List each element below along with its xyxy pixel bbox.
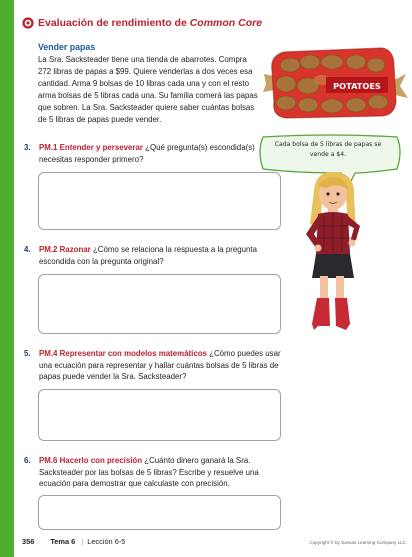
- target-icon: [22, 17, 34, 29]
- question-number: 4.: [24, 245, 31, 254]
- copyright-notice: Copyright © by Savvas Learning Company LLC: [309, 540, 406, 545]
- lesson-label: Lección 6-5: [87, 537, 126, 546]
- page-footer: [22, 537, 125, 546]
- question-number: 3.: [24, 143, 31, 152]
- footer-separator: |: [81, 537, 84, 546]
- bag-label: POTATOES: [333, 81, 381, 91]
- left-accent-bar: [0, 0, 14, 557]
- practice-tag: PM.6 Hacerlo con precisión: [39, 456, 143, 465]
- potato-bag-image: [260, 40, 410, 125]
- question-number: 5.: [24, 349, 31, 358]
- practice-tag: PM.4 Representar con modelos matemáticos: [39, 349, 207, 358]
- page-number: 356: [22, 537, 35, 546]
- question-prompt: PM.4 Representar con modelos matemáticos ¿Cómo puedes usar una ecuación para representar y hallar cuántas bolsas de 5 libras de papas puede vender la Sra. Sacksteader?: [39, 349, 281, 382]
- answer-box-4[interactable]: [38, 274, 281, 334]
- topic-label: Tema 6: [50, 537, 76, 546]
- character-illustration: [292, 168, 372, 333]
- answer-box-5[interactable]: [38, 389, 281, 441]
- answer-box-3[interactable]: [38, 172, 281, 230]
- practice-tag: PM.1 Entender y perseverar: [39, 143, 143, 152]
- problem-heading: Vender papas: [38, 42, 96, 52]
- question-number: 6.: [24, 456, 31, 465]
- practice-tag: PM.2 Razonar: [39, 245, 91, 254]
- section-title: [22, 17, 262, 29]
- problem-text: La Sra. Sacksteader tiene una tienda de abarrotes. Compra 272 libras de papas a $99. Quiere venderlas a dos veces esa cantidad. Arma 9 bolsas de 10 libras cada una y con el resto arma bolsas de 5 libras cada una. Su familia comerá las papas que sobren. La Sra. Sacksteader quiere saber cuántas bolsas de 5 libras de papas puede vender.: [38, 55, 258, 124]
- page-title: Evaluación de rendimiento de Common Core: [38, 17, 263, 29]
- answer-box-6[interactable]: [38, 495, 281, 530]
- question-prompt: PM.2 Razonar ¿Cómo se relaciona la respuesta a la pregunta escondida con la pregunta original?: [39, 245, 257, 266]
- speech-bubble-text: Cada bolsa de 5 libras de papas se vende a $4.: [274, 141, 382, 158]
- question-prompt: PM.1 Entender y perseverar ¿Qué pregunta(s) escondida(s) necesitas responder primero?: [39, 143, 255, 164]
- question-prompt: PM.6 Hacerlo con precisión ¿Cuánto dinero ganará la Sra. Sacksteader por las bolsas de 5 libras? Escribe y resuelve una ecuación para demostrar que calculaste con precisión.: [39, 456, 259, 489]
